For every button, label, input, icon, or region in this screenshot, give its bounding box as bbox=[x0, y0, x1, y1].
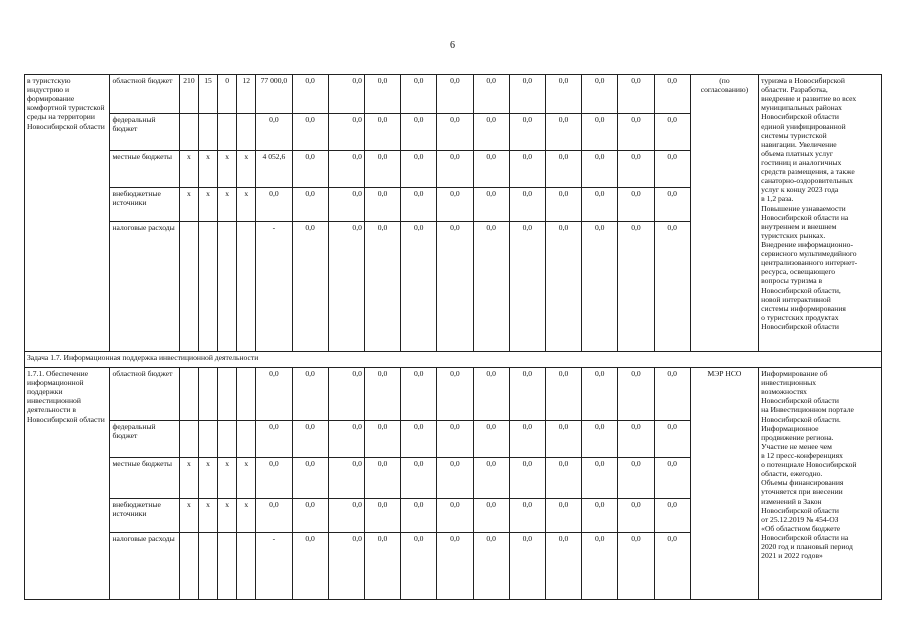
amount-cell: 0,0 bbox=[545, 458, 581, 499]
amount-cell: 0,0 bbox=[545, 114, 581, 151]
amount-cell: 0,0 bbox=[437, 421, 473, 458]
amount-cell: 0,0 bbox=[256, 114, 292, 151]
amount-cell: 0,0 bbox=[437, 222, 473, 352]
budget-code-cell bbox=[179, 114, 198, 151]
result-line: Новосибирской области. bbox=[761, 414, 841, 424]
amount-cell: 0,0 bbox=[328, 188, 364, 222]
amount-cell: 0,0 bbox=[364, 421, 400, 458]
amount-cell: 0,0 bbox=[618, 368, 654, 421]
amount-cell: 0,0 bbox=[473, 533, 509, 600]
result-line: ресурса, освещающего bbox=[761, 267, 836, 277]
amount-cell: 0,0 bbox=[509, 499, 545, 533]
amount-cell: 0,0 bbox=[654, 499, 690, 533]
amount-cell: 0,0 bbox=[292, 499, 328, 533]
funding-source: областной бюджет bbox=[110, 368, 179, 421]
amount-cell: 0,0 bbox=[618, 114, 654, 151]
amount-cell: 0,0 bbox=[654, 151, 690, 188]
amount-cell: 0,0 bbox=[256, 499, 292, 533]
amount-cell: 0,0 bbox=[618, 533, 654, 600]
result-line: системы туристской bbox=[761, 130, 827, 140]
amount-cell: 0,0 bbox=[545, 421, 581, 458]
amount-cell: 0,0 bbox=[582, 75, 618, 114]
budget-code-cell: х bbox=[218, 499, 237, 533]
amount-cell: 0,0 bbox=[654, 188, 690, 222]
amount-cell: 0,0 bbox=[509, 458, 545, 499]
amount-cell: 0,0 bbox=[328, 533, 364, 600]
result-line: муниципальных районах bbox=[761, 103, 842, 113]
budget-code-cell: 210 bbox=[179, 75, 198, 114]
result-line: системы информирования bbox=[761, 303, 846, 313]
amount-cell: 0,0 bbox=[401, 114, 437, 151]
budget-code-cell bbox=[237, 114, 256, 151]
result-line: от 25.12.2019 № 454-ОЗ bbox=[761, 514, 839, 524]
amount-cell: 0,0 bbox=[328, 222, 364, 352]
budget-code-cell bbox=[179, 368, 198, 421]
result-line: вопросы туризма в bbox=[761, 276, 823, 286]
budget-code-cell bbox=[237, 421, 256, 458]
result-line: централизованного интернет- bbox=[761, 258, 858, 268]
amount-cell: 0,0 bbox=[328, 499, 364, 533]
amount-cell: 0,0 bbox=[582, 533, 618, 600]
amount-cell: 0,0 bbox=[654, 114, 690, 151]
amount-cell: 0,0 bbox=[364, 533, 400, 600]
amount-cell: 0,0 bbox=[509, 75, 545, 114]
amount-cell: 0,0 bbox=[545, 533, 581, 600]
budget-code-cell: х bbox=[237, 188, 256, 222]
amount-cell: 0,0 bbox=[256, 458, 292, 499]
amount-cell: 0,0 bbox=[509, 151, 545, 188]
amount-cell: 0,0 bbox=[401, 151, 437, 188]
task-row bbox=[25, 352, 882, 368]
budget-code-cell bbox=[237, 222, 256, 352]
result-line: «Об областном бюджете bbox=[761, 523, 841, 533]
amount-cell: 0,0 bbox=[618, 222, 654, 352]
amount-cell: 0,0 bbox=[509, 368, 545, 421]
budget-code-cell: х bbox=[218, 458, 237, 499]
amount-cell: 0,0 bbox=[654, 458, 690, 499]
amount-cell: 0,0 bbox=[582, 421, 618, 458]
amount-cell: 0,0 bbox=[509, 188, 545, 222]
result-line: средств размещения, а также bbox=[761, 167, 855, 177]
result-line: Новосибирской области на bbox=[761, 532, 849, 542]
result-line: Новосибирской области bbox=[761, 396, 839, 406]
amount-cell: 0,0 bbox=[509, 114, 545, 151]
budget-code-cell bbox=[218, 421, 237, 458]
result-line: Новосибирской области bbox=[761, 321, 839, 331]
amount-cell: 0,0 bbox=[473, 151, 509, 188]
amount-cell: 0,0 bbox=[364, 368, 400, 421]
amount-cell: 0,0 bbox=[582, 222, 618, 352]
amount-cell: 0,0 bbox=[582, 368, 618, 421]
budget-code-cell: х bbox=[237, 151, 256, 188]
result-line: на Инвестиционном портале bbox=[761, 405, 854, 415]
budget-code-cell: х bbox=[198, 499, 217, 533]
result-line: единой унифицированной bbox=[761, 121, 846, 131]
amount-cell: - bbox=[256, 533, 292, 600]
result-line: продвижение региона. bbox=[761, 432, 834, 442]
result-line: возможностях bbox=[761, 387, 807, 397]
budget-code-cell bbox=[237, 533, 256, 600]
amount-cell: 0,0 bbox=[328, 421, 364, 458]
funding-source: областной бюджет bbox=[110, 75, 179, 114]
amount-cell: 0,0 bbox=[364, 458, 400, 499]
amount-cell: 0,0 bbox=[292, 421, 328, 458]
amount-cell: 0,0 bbox=[401, 533, 437, 600]
budget-code-cell: х bbox=[198, 458, 217, 499]
amount-cell: 0,0 bbox=[654, 421, 690, 458]
amount-cell: 0,0 bbox=[328, 458, 364, 499]
budget-code-cell bbox=[237, 368, 256, 421]
amount-cell: 0,0 bbox=[364, 499, 400, 533]
result-line: Новосибирской области bbox=[761, 505, 839, 515]
funding-source: федеральный бюджет bbox=[110, 421, 179, 458]
amount-cell: 0,0 bbox=[654, 222, 690, 352]
budget-code-cell bbox=[218, 533, 237, 600]
amount-cell: 0,0 bbox=[401, 222, 437, 352]
result-line: Информационное bbox=[761, 423, 819, 433]
budget-code-cell bbox=[218, 222, 237, 352]
responsible-executor bbox=[690, 368, 758, 600]
amount-cell: 0,0 bbox=[401, 458, 437, 499]
amount-cell: 0,0 bbox=[292, 222, 328, 352]
responsible-line: (по bbox=[719, 76, 730, 85]
result-line: области. Разработка, bbox=[761, 85, 828, 95]
result-line: Внедрение информационно- bbox=[761, 239, 853, 249]
amount-cell: 0,0 bbox=[473, 75, 509, 114]
budget-code-cell bbox=[179, 421, 198, 458]
amount-cell: 0,0 bbox=[364, 151, 400, 188]
amount-cell: 0,0 bbox=[292, 75, 328, 114]
result-line: туристских рынках. bbox=[761, 230, 826, 240]
result-line: навигации. Увеличение bbox=[761, 139, 837, 149]
amount-cell: 0,0 bbox=[473, 499, 509, 533]
amount-cell: 0,0 bbox=[292, 151, 328, 188]
amount-cell: 0,0 bbox=[618, 499, 654, 533]
amount-cell: 0,0 bbox=[292, 114, 328, 151]
amount-cell: 0,0 bbox=[437, 499, 473, 533]
amount-cell: 0,0 bbox=[618, 188, 654, 222]
budget-code-cell bbox=[198, 533, 217, 600]
amount-cell: 0,0 bbox=[437, 151, 473, 188]
responsible-line: согласованию) bbox=[700, 85, 749, 95]
result-line: о туристских продуктах bbox=[761, 312, 839, 322]
amount-cell: 0,0 bbox=[292, 368, 328, 421]
amount-cell: 0,0 bbox=[582, 499, 618, 533]
result-line: уточняется при внесении bbox=[761, 487, 843, 497]
amount-cell: - bbox=[256, 222, 292, 352]
amount-cell: 0,0 bbox=[509, 533, 545, 600]
budget-code-cell bbox=[198, 222, 217, 352]
funding-row bbox=[25, 368, 882, 421]
amount-cell: 0,0 bbox=[364, 222, 400, 352]
responsible-line: МЭР НСО bbox=[707, 369, 742, 378]
measure-name: 1.7.1. Обеспечение информационной поддержки инвестиционной деятельности в Новосибирской области bbox=[25, 368, 110, 600]
amount-cell: 0,0 bbox=[364, 188, 400, 222]
responsible-executor bbox=[690, 75, 758, 352]
amount-cell: 0,0 bbox=[437, 458, 473, 499]
amount-cell: 0,0 bbox=[401, 188, 437, 222]
task-title: Задача 1.7. Информационная поддержка инвестиционной деятельности bbox=[25, 352, 882, 368]
amount-cell: 0,0 bbox=[437, 114, 473, 151]
budget-code-cell bbox=[198, 421, 217, 458]
amount-cell: 0,0 bbox=[437, 368, 473, 421]
funding-source: федеральный бюджет bbox=[110, 114, 179, 151]
amount-cell: 0,0 bbox=[618, 151, 654, 188]
budget-code-cell: х bbox=[179, 458, 198, 499]
amount-cell: 0,0 bbox=[256, 421, 292, 458]
amount-cell: 0,0 bbox=[545, 222, 581, 352]
amount-cell: 0,0 bbox=[582, 114, 618, 151]
amount-cell: 0,0 bbox=[292, 533, 328, 600]
result-line: в 1,2 раза. bbox=[761, 194, 794, 204]
amount-cell: 0,0 bbox=[473, 222, 509, 352]
amount-cell: 0,0 bbox=[473, 188, 509, 222]
result-line: услуг к концу 2023 года bbox=[761, 185, 839, 195]
amount-cell: 0,0 bbox=[545, 499, 581, 533]
result-line: Новосибирской области bbox=[761, 112, 839, 122]
budget-table bbox=[24, 74, 882, 600]
amount-cell: 0,0 bbox=[473, 458, 509, 499]
budget-code-cell: х bbox=[237, 458, 256, 499]
funding-row bbox=[25, 75, 882, 114]
amount-cell: 0,0 bbox=[437, 188, 473, 222]
result-line: в 12 пресс-конференциях bbox=[761, 450, 843, 460]
amount-cell: 0,0 bbox=[364, 75, 400, 114]
amount-cell: 0,0 bbox=[582, 458, 618, 499]
funding-source: внебюджетные источники bbox=[110, 499, 179, 533]
page-number: 6 bbox=[450, 40, 455, 51]
amount-cell: 0,0 bbox=[509, 222, 545, 352]
budget-code-cell bbox=[198, 114, 217, 151]
budget-code-cell: 15 bbox=[198, 75, 217, 114]
amount-cell: 4 052,6 bbox=[256, 151, 292, 188]
result-line: Повышение узнаваемости bbox=[761, 203, 846, 213]
amount-cell: 0,0 bbox=[618, 458, 654, 499]
result-line: Новосибирской области, bbox=[761, 285, 841, 295]
amount-cell: 0,0 bbox=[437, 533, 473, 600]
amount-cell: 0,0 bbox=[364, 114, 400, 151]
budget-code-cell bbox=[218, 368, 237, 421]
expected-result bbox=[759, 75, 882, 352]
measure-name: в туристскую индустрию и формирование комфортной туристской среды на территории Новосибирской области bbox=[25, 75, 110, 352]
amount-cell: 0,0 bbox=[401, 421, 437, 458]
result-line: 2021 и 2022 годов» bbox=[761, 551, 823, 561]
amount-cell: 0,0 bbox=[328, 75, 364, 114]
funding-source: налоговые расходы bbox=[110, 533, 179, 600]
amount-cell: 0,0 bbox=[545, 151, 581, 188]
amount-cell: 0,0 bbox=[292, 458, 328, 499]
amount-cell: 0,0 bbox=[654, 368, 690, 421]
budget-code-cell: 0 bbox=[218, 75, 237, 114]
amount-cell: 0,0 bbox=[328, 114, 364, 151]
result-line: объема платных услуг bbox=[761, 148, 834, 158]
budget-code-cell bbox=[179, 222, 198, 352]
amount-cell: 0,0 bbox=[654, 75, 690, 114]
result-line: о потенциале Новосибирской bbox=[761, 460, 857, 470]
amount-cell: 0,0 bbox=[292, 188, 328, 222]
amount-cell: 0,0 bbox=[328, 368, 364, 421]
result-line: санаторно-оздоровительных bbox=[761, 176, 853, 186]
amount-cell: 0,0 bbox=[473, 421, 509, 458]
amount-cell: 0,0 bbox=[401, 499, 437, 533]
budget-code-cell: х bbox=[237, 499, 256, 533]
amount-cell: 0,0 bbox=[582, 188, 618, 222]
result-line: сервисного мультимедийного bbox=[761, 249, 857, 259]
result-line: Объемы финансирования bbox=[761, 478, 844, 488]
result-line: внутреннем и внешнем bbox=[761, 221, 837, 231]
result-line: Новосибирской области на bbox=[761, 212, 849, 222]
amount-cell: 0,0 bbox=[256, 188, 292, 222]
amount-cell: 0,0 bbox=[473, 114, 509, 151]
funding-source: местные бюджеты bbox=[110, 151, 179, 188]
budget-code-cell: 12 bbox=[237, 75, 256, 114]
amount-cell: 0,0 bbox=[401, 75, 437, 114]
result-line: Участие не менее чем bbox=[761, 441, 832, 451]
budget-code-cell: х bbox=[179, 499, 198, 533]
budget-code-cell: х bbox=[218, 188, 237, 222]
budget-code-cell: х bbox=[179, 151, 198, 188]
amount-cell: 77 000,0 bbox=[256, 75, 292, 114]
amount-cell: 0,0 bbox=[618, 75, 654, 114]
amount-cell: 0,0 bbox=[509, 421, 545, 458]
result-line: гостиниц и аналогичных bbox=[761, 157, 842, 167]
amount-cell: 0,0 bbox=[654, 533, 690, 600]
result-line: Информирование об bbox=[761, 369, 828, 378]
amount-cell: 0,0 bbox=[618, 421, 654, 458]
funding-source: внебюджетные источники bbox=[110, 188, 179, 222]
budget-code-cell bbox=[218, 114, 237, 151]
amount-cell: 0,0 bbox=[437, 75, 473, 114]
amount-cell: 0,0 bbox=[256, 368, 292, 421]
expected-result bbox=[759, 368, 882, 600]
amount-cell: 0,0 bbox=[545, 368, 581, 421]
result-line: 2020 год и плановый период bbox=[761, 542, 853, 552]
funding-source: налоговые расходы bbox=[110, 222, 179, 352]
result-line: туризма в Новосибирской bbox=[761, 76, 845, 85]
amount-cell: 0,0 bbox=[545, 75, 581, 114]
budget-code-cell: х bbox=[198, 151, 217, 188]
amount-cell: 0,0 bbox=[401, 368, 437, 421]
amount-cell: 0,0 bbox=[582, 151, 618, 188]
budget-code-cell bbox=[198, 368, 217, 421]
budget-code-cell: х bbox=[179, 188, 198, 222]
result-line: инвестиционных bbox=[761, 378, 817, 388]
amount-cell: 0,0 bbox=[545, 188, 581, 222]
result-line: внедрение и развитие во всех bbox=[761, 94, 857, 104]
result-line: изменений в Закон bbox=[761, 496, 822, 506]
result-line: новой интерактивной bbox=[761, 294, 831, 304]
amount-cell: 0,0 bbox=[328, 151, 364, 188]
budget-code-cell: х bbox=[198, 188, 217, 222]
amount-cell: 0,0 bbox=[473, 368, 509, 421]
budget-code-cell bbox=[179, 533, 198, 600]
budget-code-cell: х bbox=[218, 151, 237, 188]
result-line: области, ежегодно. bbox=[761, 469, 823, 479]
funding-source: местные бюджеты bbox=[110, 458, 179, 499]
